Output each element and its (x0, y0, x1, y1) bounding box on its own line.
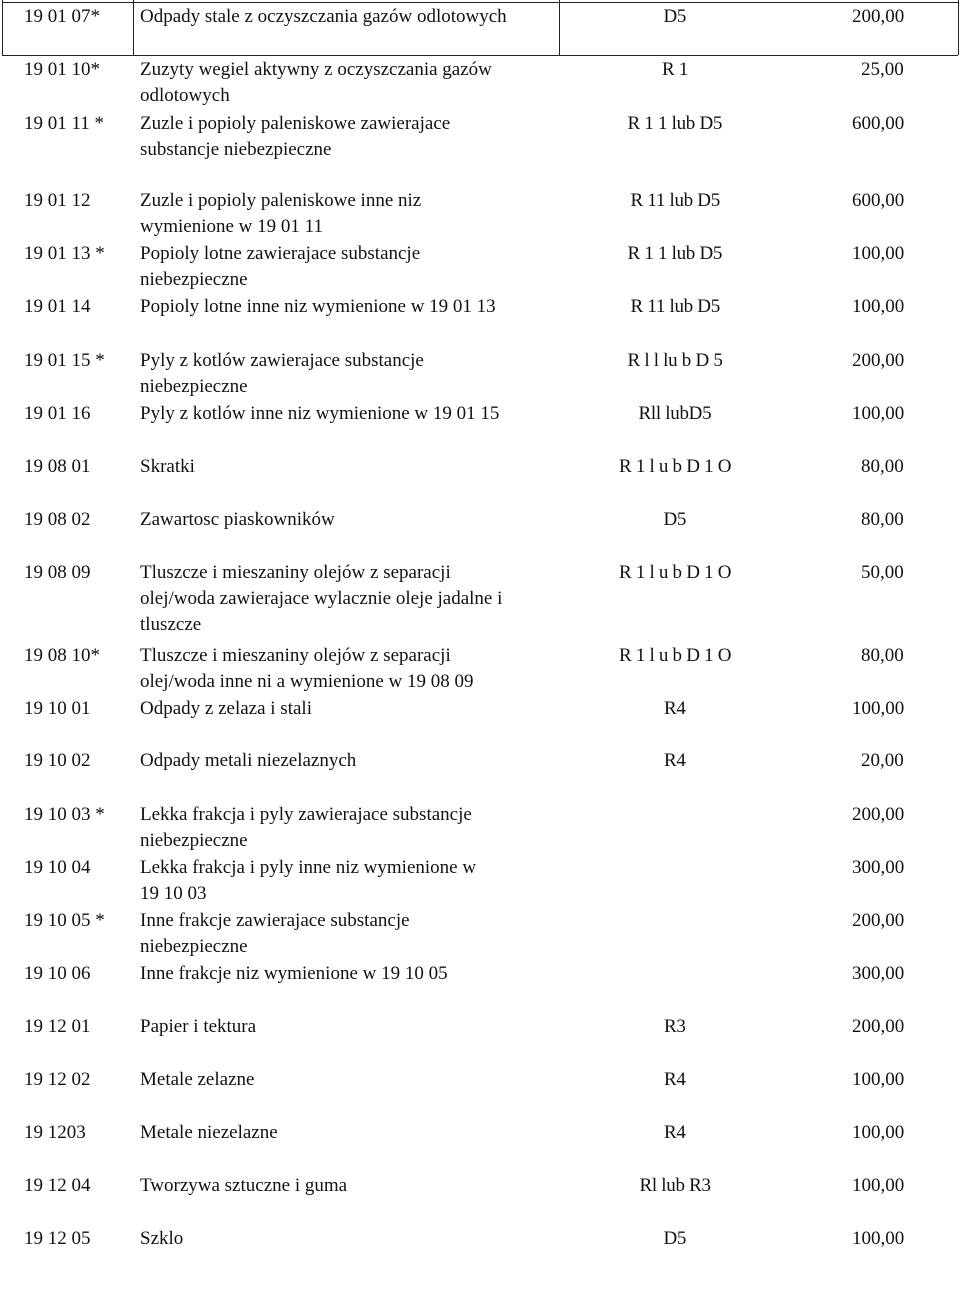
recovery-method: R l l lu b D 5 (627, 350, 723, 371)
waste-code: 19 10 04 (24, 857, 91, 878)
waste-description: olej/woda inne ni a wymienione w 19 08 09 (140, 671, 474, 692)
quantity: 200,00 (852, 1016, 905, 1037)
waste-description: niebezpieczne (140, 830, 248, 851)
waste-description: Tworzywa sztuczne i guma (140, 1175, 348, 1196)
waste-code: 19 08 10* (24, 645, 100, 666)
recovery-method: R 1 (662, 59, 689, 80)
waste-description: Tluszcze i mieszaniny olejów z separacji (140, 645, 451, 666)
recovery-method: R 1 l u b D 1 O (619, 645, 732, 666)
waste-code: 19 01 13 * (24, 243, 105, 264)
waste-description: niebezpieczne (140, 936, 248, 957)
quantity: 100,00 (852, 1175, 905, 1196)
waste-description: niebezpieczne (140, 269, 248, 290)
waste-code: 19 08 02 (24, 509, 91, 530)
waste-description: wymienione w 19 01 11 (140, 216, 323, 237)
waste-description: odlotowych (140, 85, 230, 106)
waste-description: tluszcze (140, 614, 202, 635)
waste-code: 19 12 04 (24, 1175, 91, 1196)
waste-description: Inne frakcje niz wymienione w 19 10 05 (140, 963, 448, 984)
waste-description: Zuzyty wegiel aktywny z oczyszczania gazów (140, 59, 492, 80)
recovery-method: R 1 1 lub D5 (627, 243, 723, 264)
quantity: 200,00 (852, 6, 905, 27)
waste-code: 19 01 15 * (24, 350, 105, 371)
waste-code: 19 10 05 * (24, 910, 105, 931)
waste-description: Pyly z kotlów inne niz wymienione w 19 01 15 (140, 403, 500, 424)
waste-description: Odpady z zelaza i stali (140, 698, 312, 719)
waste-code: 19 10 06 (24, 963, 91, 984)
column-divider (958, 0, 959, 55)
recovery-method: R 11 lub D5 (630, 296, 720, 317)
waste-description: Zuzle i popioly paleniskowe zawierajace (140, 113, 451, 134)
recovery-method: R4 (664, 750, 686, 771)
waste-code: 19 01 16 (24, 403, 91, 424)
quantity: 300,00 (852, 857, 905, 878)
recovery-method: Rl lub R3 (639, 1175, 711, 1196)
recovery-method: R 1 l u b D 1 O (619, 456, 732, 477)
waste-description: Metale zelazne (140, 1069, 255, 1090)
waste-description: Papier i tektura (140, 1016, 257, 1037)
waste-description: Zawartosc piaskowników (140, 509, 335, 530)
waste-description: Tluszcze i mieszaniny olejów z separacji (140, 562, 451, 583)
recovery-method: R 11 lub D5 (630, 190, 720, 211)
waste-description: Metale niezelazne (140, 1122, 278, 1143)
quantity: 300,00 (852, 963, 905, 984)
quantity: 100,00 (852, 698, 905, 719)
waste-description: Lekka frakcja i pyly inne niz wymienione w (140, 857, 477, 878)
quantity: 100,00 (852, 1069, 905, 1090)
recovery-method: R3 (664, 1016, 686, 1037)
waste-code: 19 10 02 (24, 750, 91, 771)
recovery-method: D5 (663, 6, 687, 27)
recovery-method: D5 (663, 1228, 687, 1249)
waste-description: Zuzle i popioly paleniskowe inne niz (140, 190, 422, 211)
waste-code: 19 12 01 (24, 1016, 91, 1037)
waste-code: 19 12 05 (24, 1228, 91, 1249)
quantity: 80,00 (861, 456, 904, 477)
column-divider (559, 0, 560, 55)
waste-code: 19 01 07* (24, 6, 100, 27)
waste-description: Odpady metali niezelaznych (140, 750, 357, 771)
waste-code: 19 10 03 * (24, 804, 105, 825)
waste-description: 19 10 03 (140, 883, 207, 904)
waste-description: Inne frakcje zawierajace substancje (140, 910, 410, 931)
waste-code: 19 10 01 (24, 698, 91, 719)
waste-code: 19 08 01 (24, 456, 91, 477)
recovery-method: R 1 1 lub D5 (627, 113, 723, 134)
waste-code: 19 08 09 (24, 562, 91, 583)
quantity: 50,00 (861, 562, 904, 583)
quantity: 25,00 (861, 59, 904, 80)
recovery-method: R 1 l u b D 1 O (619, 562, 732, 583)
waste-description: olej/woda zawierajace wylacznie oleje jadalne i (140, 588, 503, 609)
quantity: 100,00 (852, 403, 905, 424)
waste-description: Popioly lotne zawierajace substancje (140, 243, 421, 264)
quantity: 600,00 (852, 190, 905, 211)
recovery-method: R4 (664, 698, 686, 719)
table-rule (2, 55, 958, 56)
recovery-method: Rll lubD5 (638, 403, 712, 424)
waste-code: 19 01 11 * (24, 113, 105, 134)
column-divider (2, 0, 3, 55)
waste-description: Odpady stale z oczyszczania gazów odlotowych (140, 6, 507, 27)
waste-code: 19 01 12 (24, 190, 91, 211)
quantity: 100,00 (852, 243, 905, 264)
waste-description: Popioly lotne inne niz wymienione w 19 01 13 (140, 296, 496, 317)
quantity: 100,00 (852, 1122, 905, 1143)
quantity: 80,00 (861, 509, 904, 530)
waste-description: substancje niebezpieczne (140, 139, 332, 160)
quantity: 200,00 (852, 804, 905, 825)
quantity: 200,00 (852, 910, 905, 931)
waste-code: 19 01 14 (24, 296, 91, 317)
waste-description: Skratki (140, 456, 195, 477)
waste-description: Lekka frakcja i pyly zawierajace substancje (140, 804, 472, 825)
quantity: 100,00 (852, 1228, 905, 1249)
table-rule (2, 2, 958, 3)
quantity: 20,00 (861, 750, 904, 771)
waste-description: niebezpieczne (140, 376, 248, 397)
waste-code: 19 01 10* (24, 59, 100, 80)
quantity: 600,00 (852, 113, 905, 134)
recovery-method: D5 (663, 509, 687, 530)
quantity: 80,00 (861, 645, 904, 666)
waste-code: 19 12 02 (24, 1069, 91, 1090)
recovery-method: R4 (664, 1069, 686, 1090)
recovery-method: R4 (664, 1122, 686, 1143)
waste-code: 19 1203 (24, 1122, 86, 1143)
quantity: 100,00 (852, 296, 905, 317)
quantity: 200,00 (852, 350, 905, 371)
column-divider (133, 0, 134, 55)
waste-description: Pyly z kotlów zawierajace substancje (140, 350, 424, 371)
waste-description: Szklo (140, 1228, 184, 1249)
